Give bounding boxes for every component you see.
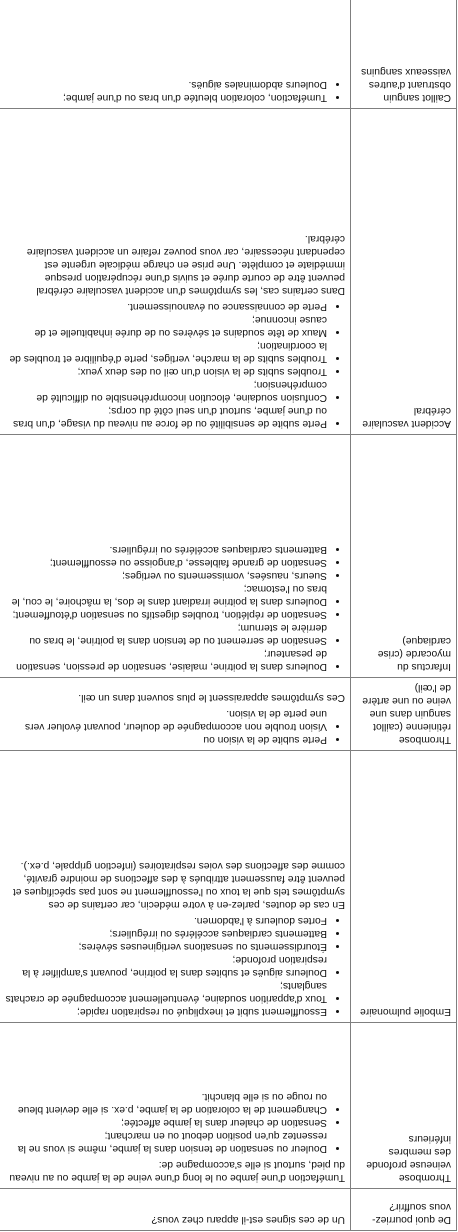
- list-item: • Douleurs aiguës et subites dans la poitrine, pouvant s'amplifier à la respiration profonde;: [5, 953, 327, 979]
- list-item: • Changement de la coloration de la jambe, p.ex. si elle devient bleue ou rouge ou si elle blanchit.: [5, 1090, 327, 1116]
- list-item: • Douleurs dans la poitrine irradiant dans le dos, la mâchoire, le cou, le bras ou l'estomac;: [5, 582, 327, 608]
- table-row: [0, 678, 457, 751]
- header-symptoms-label: Un de ces signes est-il apparu chez vous?: [151, 1214, 345, 1225]
- condition-cell: [351, 1023, 457, 1189]
- symptoms-list: [5, 300, 345, 430]
- condition-cell: [351, 751, 457, 1023]
- symptoms-note: En cas de doutes, parlez-en à votre médecin, car certains de ces symptômes tels que la toux ou l'essoufflement ne sont pas spécifiques et peuvent être faussement attribués à des affections de moindre gravité, comme des affections des voies respiratoires (infection grippale, p.ex.).: [12, 860, 345, 910]
- symptoms-cell: [0, 751, 351, 1023]
- list-item: • Perte subite de la vision ou: [5, 733, 327, 746]
- list-item: • Confusion soudaine, élocution incompréhensible ou difficulté de compréhension;: [5, 378, 327, 404]
- list-item: • Battements cardiaques accélérés ou irréguliers.: [5, 543, 327, 556]
- condition-cell: [351, 435, 457, 678]
- symptoms-list: [5, 1090, 345, 1155]
- list-item: • Douleurs dans la poitrine, malaise, sensation de pression, sensation de pesanteur;: [5, 647, 327, 673]
- list-item: • Sueurs, nausées, vomissements ou vertiges;: [5, 569, 327, 582]
- list-item: • Perte subite de sensibilité ou de force au niveau du visage, d'un bras ou d'une jambe, surtout d'un seul côté du corps;: [5, 404, 327, 430]
- table-row: [0, 751, 457, 1023]
- symptoms-intro: Tuméfaction d'une jambe ou le long d'une veine de la jambe ou au niveau du pied, surtout si elle s'accompagne de:: [9, 1159, 345, 1183]
- list-item: • Tuméfaction, coloration bleutée d'un bras ou d'une jambe;: [5, 91, 327, 104]
- header-symptoms-cell: [0, 1189, 351, 1231]
- condition-name: Embolie pulmonaire: [359, 1006, 451, 1017]
- table-row: [0, 0, 457, 109]
- symptoms-cell: [0, 435, 351, 678]
- list-item: • Essoufflement subit et inexpliqué ou respiration rapide;: [5, 1005, 327, 1018]
- symptoms-list: [5, 707, 345, 746]
- condition-cell: [351, 109, 457, 435]
- list-item: • Douleurs abdominales aiguës.: [5, 78, 327, 91]
- table-row: [0, 435, 457, 678]
- list-item: • Vision trouble non accompagnée de douleur, pouvant évoluer vers une perte de la vision.: [5, 707, 327, 733]
- symptoms-list: [5, 914, 345, 1018]
- symptoms-cell: [0, 678, 351, 751]
- condition-name: Thrombose veineuse profonde des membres inférieurs: [366, 1133, 451, 1183]
- condition-name: Infarctus du myocarde (crise cardiaque): [377, 635, 451, 672]
- list-item: • Sensation de serrement ou de tension dans la poitrine, le bras ou derrière le sternum;: [5, 621, 327, 647]
- list-item: • Fortes douleurs à l'abdomen.: [5, 914, 327, 927]
- symptoms-cell: [0, 109, 351, 435]
- table-row: [0, 1023, 457, 1189]
- list-item: • Maux de tête soudains et sévères ou de durée inhabituelle et de cause inconnue;: [5, 313, 327, 339]
- list-item: • Douleur ou sensation de tension dans la jambe, même si vous ne la ressentez qu'en position debout ou en marchant;: [5, 1129, 327, 1155]
- symptoms-note: Dans certains cas, les symptômes d'un accident vasculaire cérébral peuvent être de courte durée et suivis d'une récupération presque immédiate et complète. Une prise en charge médicale urgente est cependant nécessaire, car vous pouvez refaire un accident vasculaire cérébral.: [26, 233, 345, 296]
- condition-name: Thrombose rétinienne (caillot sanguin dans une veine ou une artère de l'œil): [362, 682, 451, 745]
- list-item: • Troubles subits de la vision d'un œil ou des deux yeux;: [5, 365, 327, 378]
- header-condition-label: De quoi pourriez-vous souffrir?: [372, 1201, 451, 1225]
- list-item: • Étourdissements ou sensations vertigineuses sévères;: [5, 940, 327, 953]
- condition-name: Caillot sanguin obstruant d'autres vaisseaux sanguins: [361, 66, 451, 103]
- list-item: • Battements cardiaques accélérés ou irréguliers;: [5, 927, 327, 940]
- list-item: • Troubles subits de la marche, vertiges, perte d'équilibre et troubles de la coordination;: [5, 339, 327, 365]
- table-row: [0, 109, 457, 435]
- list-item: • Sensation de chaleur dans la jambe affectée;: [5, 1116, 327, 1129]
- condition-cell: [351, 678, 457, 751]
- symptoms-note: Ces symptômes apparaissent le plus souvent dans un œil.: [78, 692, 345, 703]
- header-condition-cell: [351, 1189, 457, 1231]
- symptoms-list: [5, 78, 345, 104]
- symptoms-cell: [0, 0, 351, 109]
- symptoms-list: [5, 543, 345, 673]
- list-item: • Sensation de réplétion, troubles digestifs ou sensation d'étouffement;: [5, 608, 327, 621]
- symptoms-cell: [0, 1023, 351, 1189]
- condition-name: Accident vasculaire cérébral: [362, 405, 451, 429]
- list-item: • Sensation de grande faiblesse, d'angoisse ou essoufflement;: [5, 556, 327, 569]
- list-item: • Perte de connaissance ou évanouissement.: [5, 300, 327, 313]
- table-header-row: [0, 1189, 457, 1231]
- condition-cell: [351, 0, 457, 109]
- list-item: • Toux d'apparition soudaine, éventuellement accompagnée de crachats sanglants;: [5, 979, 327, 1005]
